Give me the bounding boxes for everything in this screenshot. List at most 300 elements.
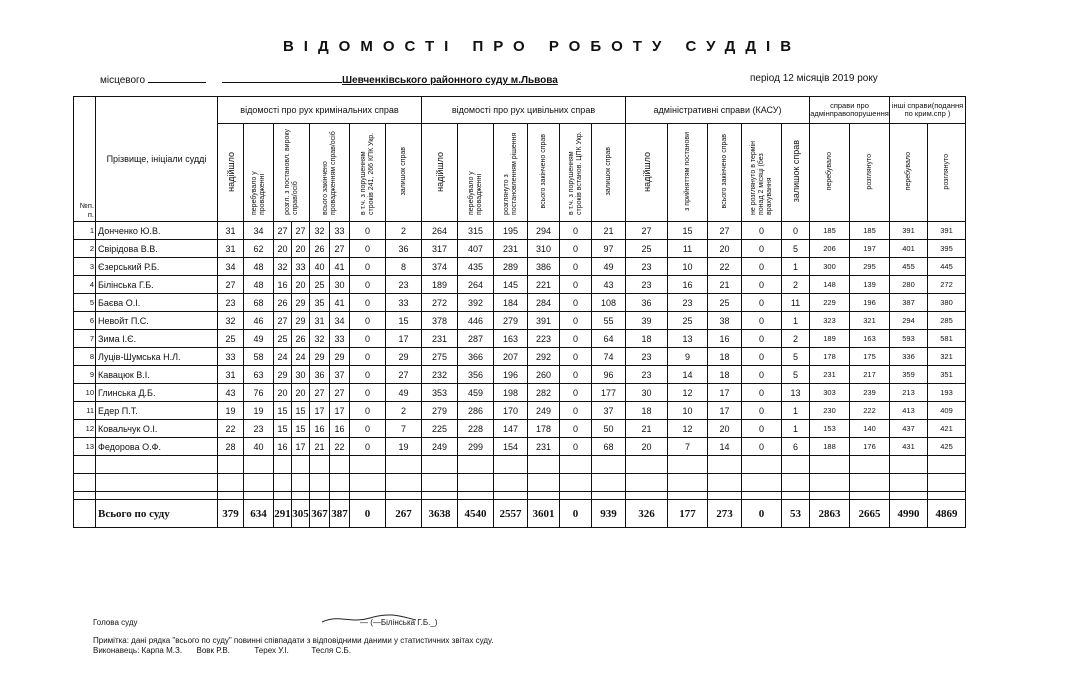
table-cell: 323 bbox=[810, 312, 850, 330]
table-cell: 198 bbox=[494, 384, 528, 402]
table-cell: 213 bbox=[890, 384, 928, 402]
empty-cell bbox=[74, 456, 96, 474]
table-cell: 359 bbox=[890, 366, 928, 384]
total-cell: 0 bbox=[560, 500, 592, 528]
column-header: всього закінчено справ bbox=[708, 124, 742, 222]
table-cell: 32 bbox=[218, 312, 244, 330]
column-header: всього закінчено провадженням справ/осіб bbox=[310, 124, 350, 222]
table-cell: 49 bbox=[244, 330, 274, 348]
empty-cell bbox=[782, 492, 810, 500]
table-cell: 37 bbox=[592, 402, 626, 420]
empty-cell bbox=[244, 474, 274, 492]
empty-cell bbox=[782, 474, 810, 492]
table-cell: 26 bbox=[310, 240, 330, 258]
table-cell: 15 bbox=[292, 402, 310, 420]
table-cell: 317 bbox=[422, 240, 458, 258]
row-number: 11 bbox=[74, 402, 96, 420]
table-cell: 23 bbox=[668, 294, 708, 312]
court-name-field bbox=[222, 73, 558, 86]
table-cell: 188 bbox=[810, 438, 850, 456]
empty-cell bbox=[458, 456, 494, 474]
table-cell: 32 bbox=[274, 258, 292, 276]
table-cell: 300 bbox=[810, 258, 850, 276]
empty-cell bbox=[350, 492, 386, 500]
judge-name: Кавацюк В.І. bbox=[96, 366, 218, 384]
table-cell: 139 bbox=[850, 276, 890, 294]
table-cell: 25 bbox=[626, 240, 668, 258]
executor-name: Вовк Р.В. bbox=[196, 646, 230, 655]
table-cell: 29 bbox=[274, 366, 292, 384]
table-cell: 153 bbox=[810, 420, 850, 438]
table-cell: 1 bbox=[782, 312, 810, 330]
table-cell: 392 bbox=[458, 294, 494, 312]
table-cell: 407 bbox=[458, 240, 494, 258]
table-cell: 23 bbox=[626, 258, 668, 276]
table-cell: 12 bbox=[668, 384, 708, 402]
table-cell: 23 bbox=[626, 366, 668, 384]
empty-cell bbox=[494, 456, 528, 474]
table-cell: 19 bbox=[244, 402, 274, 420]
table-cell: 0 bbox=[742, 294, 782, 312]
table-cell: 23 bbox=[386, 276, 422, 294]
table-cell: 275 bbox=[422, 348, 458, 366]
judge-name: Федорова О.Ф. bbox=[96, 438, 218, 456]
table-cell: 27 bbox=[292, 222, 310, 240]
table-cell: 196 bbox=[850, 294, 890, 312]
table-cell: 30 bbox=[292, 366, 310, 384]
table-cell: 0 bbox=[350, 402, 386, 420]
table-cell: 272 bbox=[422, 294, 458, 312]
table-cell: 0 bbox=[742, 312, 782, 330]
total-cell: 273 bbox=[708, 500, 742, 528]
table-cell: 0 bbox=[350, 276, 386, 294]
table-cell: 27 bbox=[708, 222, 742, 240]
table-cell: 0 bbox=[742, 330, 782, 348]
table-cell: 380 bbox=[928, 294, 966, 312]
table-cell: 163 bbox=[850, 330, 890, 348]
table-cell: 264 bbox=[458, 276, 494, 294]
table-cell: 49 bbox=[386, 384, 422, 402]
table-cell: 27 bbox=[310, 384, 330, 402]
table-cell: 50 bbox=[592, 420, 626, 438]
table-cell: 231 bbox=[810, 366, 850, 384]
table-cell: 25 bbox=[218, 330, 244, 348]
table-cell: 20 bbox=[708, 420, 742, 438]
table-cell: 28 bbox=[218, 438, 244, 456]
table-cell: 0 bbox=[350, 258, 386, 276]
empty-cell bbox=[668, 456, 708, 474]
row-number: 13 bbox=[74, 438, 96, 456]
table-cell: 0 bbox=[742, 276, 782, 294]
table-cell: 292 bbox=[528, 348, 560, 366]
table-cell: 0 bbox=[742, 258, 782, 276]
table-cell: 32 bbox=[310, 222, 330, 240]
table-cell: 391 bbox=[528, 312, 560, 330]
total-cell: 367 bbox=[310, 500, 330, 528]
table-cell: 16 bbox=[668, 276, 708, 294]
table-cell: 279 bbox=[494, 312, 528, 330]
table-cell: 0 bbox=[350, 384, 386, 402]
empty-cell bbox=[386, 456, 422, 474]
table-cell: 185 bbox=[810, 222, 850, 240]
table-cell: 8 bbox=[386, 258, 422, 276]
table-cell: 29 bbox=[292, 294, 310, 312]
table-cell: 176 bbox=[850, 438, 890, 456]
table-cell: 229 bbox=[810, 294, 850, 312]
table-cell: 18 bbox=[626, 330, 668, 348]
row-number: 7 bbox=[74, 330, 96, 348]
total-cell: 0 bbox=[350, 500, 386, 528]
table-cell: 15 bbox=[668, 222, 708, 240]
table-cell: 48 bbox=[244, 276, 274, 294]
table-cell: 97 bbox=[592, 240, 626, 258]
table-cell: 22 bbox=[330, 438, 350, 456]
empty-cell bbox=[668, 492, 708, 500]
empty-cell bbox=[292, 492, 310, 500]
table-cell: 0 bbox=[560, 438, 592, 456]
table-cell: 0 bbox=[560, 420, 592, 438]
table-cell: 29 bbox=[292, 312, 310, 330]
empty-cell bbox=[810, 456, 850, 474]
empty-cell bbox=[244, 456, 274, 474]
table-cell: 0 bbox=[742, 402, 782, 420]
empty-cell bbox=[560, 474, 592, 492]
table-cell: 260 bbox=[528, 366, 560, 384]
table-cell: 207 bbox=[494, 348, 528, 366]
total-cell: 177 bbox=[668, 500, 708, 528]
executors-label: Виконавець: bbox=[93, 646, 140, 655]
table-cell: 2 bbox=[386, 402, 422, 420]
table-cell: 36 bbox=[386, 240, 422, 258]
table-cell: 0 bbox=[742, 240, 782, 258]
empty-cell bbox=[928, 474, 966, 492]
table-cell: 395 bbox=[928, 240, 966, 258]
table-cell: 2 bbox=[386, 222, 422, 240]
table-cell: 0 bbox=[560, 258, 592, 276]
table-cell: 0 bbox=[350, 438, 386, 456]
table-cell: 17 bbox=[330, 402, 350, 420]
table-cell: 7 bbox=[386, 420, 422, 438]
table-cell: 175 bbox=[850, 348, 890, 366]
column-header: перебувало bbox=[810, 124, 850, 222]
table-cell: 16 bbox=[330, 420, 350, 438]
table-cell: 185 bbox=[850, 222, 890, 240]
empty-cell bbox=[560, 456, 592, 474]
table-cell: 386 bbox=[528, 258, 560, 276]
table-cell: 24 bbox=[274, 348, 292, 366]
table-cell: 225 bbox=[422, 420, 458, 438]
column-header: перебувало у провадженні bbox=[244, 124, 274, 222]
table-cell: 0 bbox=[560, 240, 592, 258]
table-cell: 30 bbox=[330, 276, 350, 294]
empty-cell bbox=[494, 492, 528, 500]
table-cell: 0 bbox=[350, 348, 386, 366]
table-cell: 391 bbox=[890, 222, 928, 240]
criminal-cases-group-header: відомості про рух кримінальних справ bbox=[218, 97, 422, 124]
empty-cell bbox=[422, 492, 458, 500]
table-cell: 279 bbox=[422, 402, 458, 420]
table-cell: 20 bbox=[626, 438, 668, 456]
table-cell: 0 bbox=[742, 420, 782, 438]
table-cell: 43 bbox=[218, 384, 244, 402]
empty-cell bbox=[330, 456, 350, 474]
empty-cell bbox=[350, 456, 386, 474]
empty-cell bbox=[742, 456, 782, 474]
table-cell: 374 bbox=[422, 258, 458, 276]
row-number: 9 bbox=[74, 366, 96, 384]
table-row bbox=[74, 240, 966, 258]
table-row bbox=[74, 258, 966, 276]
empty-cell bbox=[592, 492, 626, 500]
table-cell: 12 bbox=[668, 420, 708, 438]
empty-row bbox=[74, 456, 966, 474]
table-cell: 23 bbox=[218, 294, 244, 312]
empty-cell bbox=[494, 474, 528, 492]
empty-cell bbox=[810, 492, 850, 500]
table-cell: 68 bbox=[592, 438, 626, 456]
table-cell: 20 bbox=[292, 240, 310, 258]
table-cell: 10 bbox=[668, 258, 708, 276]
judge-name: Баєва О.І. bbox=[96, 294, 218, 312]
empty-cell bbox=[218, 492, 244, 500]
table-row bbox=[74, 384, 966, 402]
total-cell: 379 bbox=[218, 500, 244, 528]
table-cell: 21 bbox=[708, 276, 742, 294]
table-cell: 445 bbox=[928, 258, 966, 276]
table-cell: 222 bbox=[850, 402, 890, 420]
admin-cases-group-header: адміністративні справи (КАСУ) bbox=[626, 97, 810, 124]
table-cell: 10 bbox=[668, 402, 708, 420]
table-cell: 1 bbox=[782, 258, 810, 276]
table-row bbox=[74, 330, 966, 348]
executor-name: Тесля С.Б. bbox=[311, 646, 351, 655]
table-cell: 0 bbox=[560, 366, 592, 384]
table-cell: 0 bbox=[560, 276, 592, 294]
row-number: 3 bbox=[74, 258, 96, 276]
table-cell: 195 bbox=[494, 222, 528, 240]
table-cell: 0 bbox=[560, 294, 592, 312]
table-cell: 446 bbox=[458, 312, 494, 330]
table-cell: 0 bbox=[350, 420, 386, 438]
total-row bbox=[74, 500, 966, 528]
table-cell: 581 bbox=[928, 330, 966, 348]
judge-name-header: Прізвище, ініціали судді bbox=[96, 97, 218, 222]
empty-cell bbox=[890, 474, 928, 492]
table-cell: 299 bbox=[458, 438, 494, 456]
table-cell: 286 bbox=[458, 402, 494, 420]
row-number: 5 bbox=[74, 294, 96, 312]
empty-cell bbox=[310, 456, 330, 474]
empty-cell bbox=[330, 474, 350, 492]
empty-cell bbox=[292, 474, 310, 492]
other-cases-group-header: інші справи(подання по крим.спр ) bbox=[890, 97, 966, 124]
judge-name: Луців-Шумська Н.Л. bbox=[96, 348, 218, 366]
empty-cell bbox=[74, 492, 96, 500]
column-header: в т.ч. з порушенням строків встанов. ЦПК Укр. bbox=[560, 124, 592, 222]
table-cell: 25 bbox=[310, 276, 330, 294]
table-cell: 7 bbox=[668, 438, 708, 456]
table-cell: 41 bbox=[330, 294, 350, 312]
empty-cell bbox=[458, 474, 494, 492]
row-number: 10 bbox=[74, 384, 96, 402]
table-cell: 178 bbox=[810, 348, 850, 366]
table-cell: 178 bbox=[528, 420, 560, 438]
table-cell: 0 bbox=[560, 330, 592, 348]
total-cell: 387 bbox=[330, 500, 350, 528]
table-cell: 16 bbox=[310, 420, 330, 438]
empty-cell bbox=[850, 456, 890, 474]
civil-cases-group-header: відомості про рух цивільних справ bbox=[422, 97, 626, 124]
total-cell: 4540 bbox=[458, 500, 494, 528]
table-cell: 11 bbox=[782, 294, 810, 312]
table-cell: 1 bbox=[782, 402, 810, 420]
table-cell: 23 bbox=[244, 420, 274, 438]
table-row bbox=[74, 294, 966, 312]
table-cell: 32 bbox=[310, 330, 330, 348]
empty-cell bbox=[592, 456, 626, 474]
footnote: Примітка: дані рядка "всього по суду" повинні співпадати з відповідними даними у статистичних звітах суду. bbox=[93, 636, 494, 645]
column-header: надійшло bbox=[218, 124, 244, 222]
empty-cell bbox=[386, 492, 422, 500]
table-cell: 15 bbox=[386, 312, 422, 330]
executor-name: Терех У.І. bbox=[254, 646, 289, 655]
table-cell: 17 bbox=[708, 402, 742, 420]
empty-cell bbox=[890, 456, 928, 474]
judge-name: Едер П.Т. bbox=[96, 402, 218, 420]
table-cell: 22 bbox=[218, 420, 244, 438]
table-cell: 55 bbox=[592, 312, 626, 330]
total-cell: 2863 bbox=[810, 500, 850, 528]
table-cell: 264 bbox=[422, 222, 458, 240]
table-cell: 68 bbox=[244, 294, 274, 312]
judges-table bbox=[73, 96, 966, 528]
table-row bbox=[74, 222, 966, 240]
table-cell: 38 bbox=[708, 312, 742, 330]
table-cell: 0 bbox=[742, 366, 782, 384]
report-period: період 12 місяців 2019 року bbox=[750, 73, 878, 84]
empty-cell bbox=[708, 492, 742, 500]
judge-name: Невойт П.С. bbox=[96, 312, 218, 330]
table-cell: 409 bbox=[928, 402, 966, 420]
empty-cell bbox=[96, 474, 218, 492]
table-cell: 29 bbox=[310, 348, 330, 366]
table-cell: 425 bbox=[928, 438, 966, 456]
table-cell: 0 bbox=[782, 222, 810, 240]
table-cell: 336 bbox=[890, 348, 928, 366]
table-cell: 294 bbox=[528, 222, 560, 240]
empty-cell bbox=[626, 456, 668, 474]
table-cell: 13 bbox=[668, 330, 708, 348]
table-cell: 27 bbox=[274, 222, 292, 240]
table-cell: 34 bbox=[244, 222, 274, 240]
table-cell: 20 bbox=[292, 276, 310, 294]
table-cell: 353 bbox=[422, 384, 458, 402]
total-label: Всього по суду bbox=[96, 500, 218, 528]
table-cell: 48 bbox=[244, 258, 274, 276]
table-cell: 223 bbox=[528, 330, 560, 348]
table-cell: 280 bbox=[890, 276, 928, 294]
column-header: розглянуто bbox=[850, 124, 890, 222]
table-cell: 315 bbox=[458, 222, 494, 240]
table-cell: 189 bbox=[810, 330, 850, 348]
table-cell: 16 bbox=[274, 438, 292, 456]
table-cell: 231 bbox=[494, 240, 528, 258]
table-cell: 239 bbox=[850, 384, 890, 402]
table-cell: 228 bbox=[458, 420, 494, 438]
table-cell: 5 bbox=[782, 348, 810, 366]
table-cell: 170 bbox=[494, 402, 528, 420]
table-cell: 18 bbox=[708, 348, 742, 366]
table-cell: 13 bbox=[782, 384, 810, 402]
empty-row bbox=[74, 492, 966, 500]
empty-cell bbox=[742, 492, 782, 500]
table-cell: 29 bbox=[330, 348, 350, 366]
total-cell: 4869 bbox=[928, 500, 966, 528]
table-cell: 33 bbox=[330, 330, 350, 348]
table-cell: 435 bbox=[458, 258, 494, 276]
judge-name: Свірідова В.В. bbox=[96, 240, 218, 258]
table-cell: 0 bbox=[350, 366, 386, 384]
table-cell: 40 bbox=[244, 438, 274, 456]
total-cell: 2557 bbox=[494, 500, 528, 528]
table-cell: 34 bbox=[330, 312, 350, 330]
table-cell: 193 bbox=[928, 384, 966, 402]
table-cell: 18 bbox=[708, 366, 742, 384]
empty-cell bbox=[244, 492, 274, 500]
blank-line bbox=[148, 73, 206, 83]
column-header: перебувало у провадженні bbox=[458, 124, 494, 222]
table-cell: 31 bbox=[218, 366, 244, 384]
table-cell: 593 bbox=[890, 330, 928, 348]
empty-cell bbox=[422, 474, 458, 492]
table-cell: 289 bbox=[494, 258, 528, 276]
empty-cell bbox=[626, 492, 668, 500]
table-cell: 197 bbox=[850, 240, 890, 258]
table-cell: 64 bbox=[592, 330, 626, 348]
table-cell: 366 bbox=[458, 348, 494, 366]
total-cell: 634 bbox=[244, 500, 274, 528]
table-cell: 459 bbox=[458, 384, 494, 402]
table-cell: 30 bbox=[626, 384, 668, 402]
table-cell: 0 bbox=[742, 384, 782, 402]
column-header: в т.ч. з порушенням строків 241, 266 КПК Укр. bbox=[350, 124, 386, 222]
table-cell: 108 bbox=[592, 294, 626, 312]
table-cell: 15 bbox=[274, 420, 292, 438]
table-cell: 0 bbox=[560, 402, 592, 420]
table-cell: 221 bbox=[528, 276, 560, 294]
table-cell: 0 bbox=[560, 348, 592, 366]
table-cell: 351 bbox=[928, 366, 966, 384]
table-cell: 9 bbox=[668, 348, 708, 366]
empty-cell bbox=[850, 474, 890, 492]
table-cell: 35 bbox=[310, 294, 330, 312]
column-header: розгл. з постановл. вироку справ/осіб bbox=[274, 124, 310, 222]
table-cell: 33 bbox=[386, 294, 422, 312]
table-cell: 36 bbox=[310, 366, 330, 384]
table-cell: 140 bbox=[850, 420, 890, 438]
table-cell: 27 bbox=[218, 276, 244, 294]
table-cell: 189 bbox=[422, 276, 458, 294]
total-cell: 4990 bbox=[890, 500, 928, 528]
court-name: Шевченківського районного суду м.Львова bbox=[342, 75, 558, 86]
table-cell: 413 bbox=[890, 402, 928, 420]
empty-cell bbox=[422, 456, 458, 474]
empty-cell bbox=[528, 474, 560, 492]
table-cell: 17 bbox=[292, 438, 310, 456]
table-cell: 294 bbox=[890, 312, 928, 330]
table-cell: 6 bbox=[782, 438, 810, 456]
empty-cell bbox=[310, 474, 330, 492]
